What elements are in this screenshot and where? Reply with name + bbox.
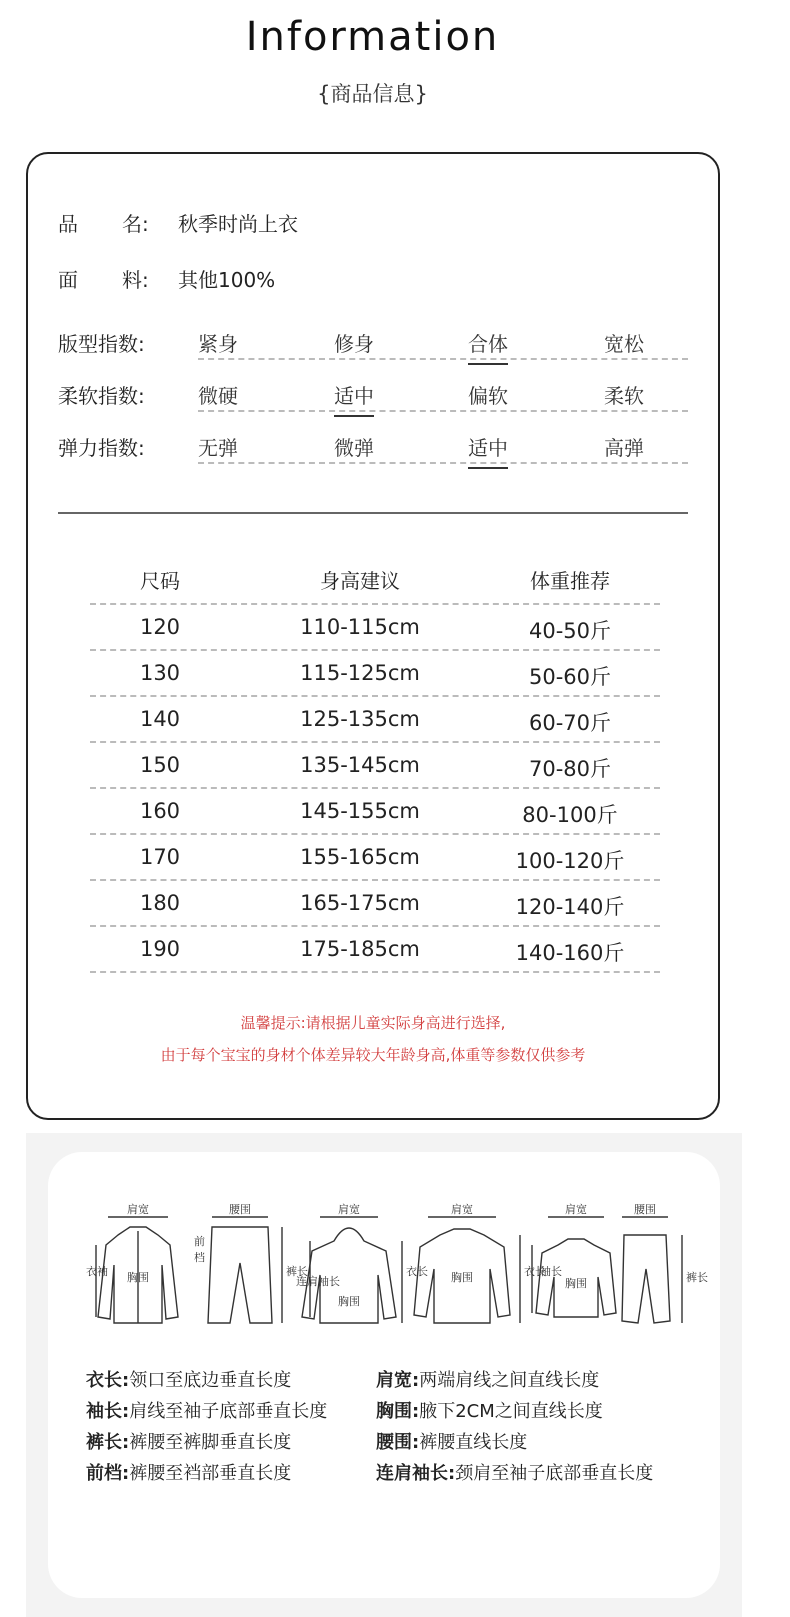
fig-front-label: 前 xyxy=(194,1235,205,1248)
scale-option-selected: 适中 xyxy=(334,380,374,417)
scale-option-selected: 适中 xyxy=(468,432,508,469)
definition-text: 裤腰直线长度 xyxy=(419,1432,528,1453)
fig-chest-label-4: 胸围 xyxy=(565,1277,587,1290)
size-cell: 120 xyxy=(139,615,181,639)
weight-cell: 120-140斤 xyxy=(515,895,625,919)
scale-option: 微弹 xyxy=(334,436,374,460)
measurement-figures xyxy=(78,1203,708,1335)
definition-term: 衣长 xyxy=(86,1370,122,1391)
scale-row xyxy=(58,376,688,412)
fabric-row xyxy=(58,264,275,293)
weight-cell: 100-120斤 xyxy=(515,849,625,873)
product-name-value: 秋季时尚上衣 xyxy=(178,212,298,236)
weight-cell: 80-100斤 xyxy=(522,803,618,827)
product-name-label-b: 名: xyxy=(122,212,149,236)
section-divider xyxy=(58,512,688,514)
definition-colon: : xyxy=(412,1432,420,1453)
definition-term: 腰围 xyxy=(376,1432,412,1453)
fig-waist-label-2: 腰围 xyxy=(634,1203,656,1216)
fig-rise-label: 档 xyxy=(194,1251,205,1264)
scale-label: 版型指数: xyxy=(58,332,145,356)
fig-length-label-1: 衣长 xyxy=(406,1265,428,1278)
definition-text: 领口至底边垂直长度 xyxy=(129,1370,292,1391)
fig-sleeve-short-label: 袖长 xyxy=(540,1265,562,1278)
fig-chest-label-2: 胸围 xyxy=(338,1295,360,1308)
fig-raglan-label: 连肩袖长 xyxy=(296,1275,340,1288)
scale-label: 柔软指数: xyxy=(58,384,145,408)
tip-line-1: 温馨提示:请根据儿童实际身高进行选择, xyxy=(240,1014,506,1032)
definition-colon: : xyxy=(122,1370,130,1391)
weight-cell: 60-70斤 xyxy=(528,711,612,735)
definition-item xyxy=(376,1428,527,1454)
page-subtitle: {商品信息} xyxy=(317,82,428,106)
definition-item xyxy=(376,1459,653,1485)
definition-term: 袖长 xyxy=(86,1401,122,1422)
definition-term: 前档 xyxy=(86,1463,122,1484)
size-cell: 160 xyxy=(139,799,181,823)
weight-cell: 140-160斤 xyxy=(515,941,625,965)
fabric-label-a: 面 xyxy=(58,268,78,292)
scale-option: 修身 xyxy=(334,332,374,356)
jacket-figure xyxy=(96,1217,178,1323)
definition-colon: : xyxy=(122,1401,130,1422)
size-table xyxy=(90,559,660,973)
scale-row xyxy=(58,324,688,360)
fig-chest-label-1: 胸围 xyxy=(127,1271,149,1284)
definition-text: 腋下2CM之间直线长度 xyxy=(419,1401,603,1422)
fabric-value: 其他100% xyxy=(178,268,276,292)
definition-item xyxy=(86,1397,327,1423)
size-cell: 170 xyxy=(139,845,181,869)
definition-colon: : xyxy=(122,1463,130,1484)
table-row xyxy=(90,605,660,651)
definition-term: 肩宽 xyxy=(376,1370,412,1391)
definition-term: 连肩袖长 xyxy=(376,1463,448,1484)
fig-pants-length-label-1: 裤长 xyxy=(286,1265,308,1278)
fig-shoulder-label-2: 肩宽 xyxy=(338,1203,360,1216)
tip-line-2: 由于每个宝宝的身材个体差异较大年龄身高,体重等参数仅供参考 xyxy=(160,1046,586,1064)
size-cell: 150 xyxy=(139,753,181,777)
scale-option-selected: 合体 xyxy=(468,328,508,365)
size-cell: 130 xyxy=(139,661,181,685)
product-info-card xyxy=(26,152,720,1120)
fig-sleeve-label-1: 衣袖 xyxy=(86,1265,108,1278)
scale-option: 柔软 xyxy=(604,384,644,408)
table-row xyxy=(90,651,660,697)
weight-cell: 70-80斤 xyxy=(528,757,612,781)
weight-cell: 50-60斤 xyxy=(528,665,612,689)
scale-option: 高弹 xyxy=(604,436,644,460)
fig-waist-label-1: 腰围 xyxy=(229,1203,251,1216)
definition-text: 颈肩至袖子底部垂直长度 xyxy=(455,1463,654,1484)
scale-label: 弹力指数: xyxy=(58,436,145,460)
scale-option: 无弹 xyxy=(198,436,238,460)
height-cell: 175-185cm xyxy=(300,937,420,961)
height-cell: 110-115cm xyxy=(300,615,420,639)
table-row xyxy=(90,743,660,789)
table-row xyxy=(90,789,660,835)
height-cell: 145-155cm xyxy=(300,799,420,823)
page-title: Information xyxy=(245,14,500,60)
size-cell: 190 xyxy=(139,937,181,961)
definition-term: 胸围 xyxy=(376,1401,412,1422)
fig-chest-label-3: 胸围 xyxy=(451,1271,473,1284)
definition-text: 裤腰至裤脚垂直长度 xyxy=(129,1432,292,1453)
definition-text: 肩线至袖子底部垂直长度 xyxy=(129,1401,328,1422)
definition-term: 裤长 xyxy=(86,1432,122,1453)
fig-shoulder-label-3: 肩宽 xyxy=(451,1203,473,1216)
height-cell: 135-145cm xyxy=(300,753,420,777)
size-cell: 180 xyxy=(139,891,181,915)
definition-colon: : xyxy=(122,1432,130,1453)
definition-item xyxy=(376,1397,603,1423)
header-size: 尺码 xyxy=(140,569,180,593)
scale-option: 宽松 xyxy=(604,332,644,356)
height-cell: 125-135cm xyxy=(300,707,420,731)
scale-option: 微硬 xyxy=(198,384,238,408)
product-name-row xyxy=(58,208,298,237)
scale-row xyxy=(58,428,688,464)
sweater-figure xyxy=(414,1217,520,1323)
header-weight: 体重推荐 xyxy=(530,569,610,593)
pants-figure xyxy=(208,1217,282,1323)
table-row xyxy=(90,881,660,927)
table-row xyxy=(90,927,660,973)
definition-item xyxy=(86,1366,291,1392)
scale-option: 紧身 xyxy=(198,332,238,356)
definition-text: 两端肩线之间直线长度 xyxy=(419,1370,600,1391)
definition-colon: : xyxy=(448,1463,456,1484)
definition-text: 裤腰至裆部垂直长度 xyxy=(129,1463,292,1484)
weight-cell: 40-50斤 xyxy=(528,619,612,643)
product-name-label-a: 品 xyxy=(58,212,78,236)
height-cell: 165-175cm xyxy=(300,891,420,915)
joggers-figure xyxy=(622,1217,682,1323)
fabric-label-b: 料: xyxy=(122,268,149,292)
definition-item xyxy=(86,1459,291,1485)
table-row xyxy=(90,835,660,881)
size-cell: 140 xyxy=(139,707,181,731)
scale-option: 偏软 xyxy=(468,384,508,408)
table-row xyxy=(90,697,660,743)
fig-pants-length-label-2: 裤长 xyxy=(686,1271,708,1284)
fig-shoulder-label-1: 肩宽 xyxy=(127,1203,149,1216)
header-height: 身高建议 xyxy=(320,569,400,593)
definition-item xyxy=(376,1366,599,1392)
height-cell: 115-125cm xyxy=(300,661,420,685)
height-cell: 155-165cm xyxy=(300,845,420,869)
definition-colon: : xyxy=(412,1401,420,1422)
size-table-header xyxy=(90,559,660,605)
definition-item xyxy=(86,1428,291,1454)
fig-shoulder-label-4: 肩宽 xyxy=(565,1203,587,1216)
definition-colon: : xyxy=(412,1370,420,1391)
fig-length-label-2: 衣长 xyxy=(524,1265,546,1278)
